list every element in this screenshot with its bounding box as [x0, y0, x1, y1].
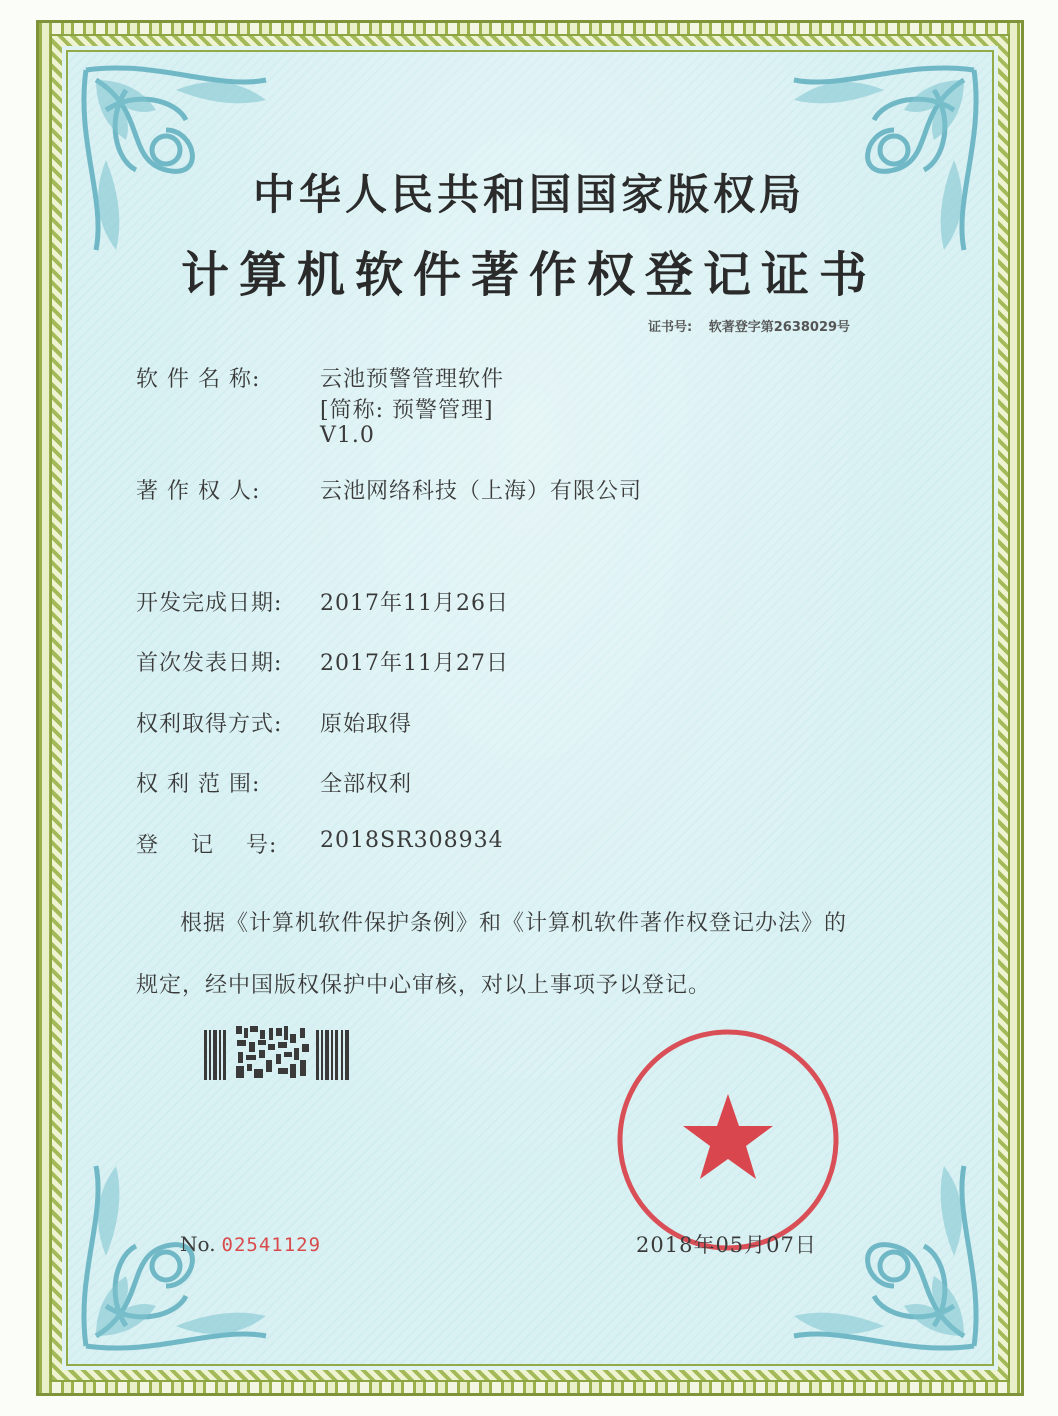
field-label: 权 利 范 围:	[136, 772, 261, 797]
field-copyright-owner	[136, 474, 642, 505]
certificate-number-value: 软著登字第2638029号	[708, 320, 851, 335]
statement-line-2: 规定，经中国版权保护中心审核，对以上事项予以登记。	[136, 973, 712, 998]
field-value: 2017年11月27日	[320, 651, 509, 676]
serial-number	[180, 1232, 321, 1256]
field-short-name	[136, 393, 494, 424]
field-registration-number	[136, 828, 504, 859]
issue-date: 2018年05月07日	[636, 1233, 817, 1257]
field-label	[136, 423, 320, 448]
certificate-number-label: 证书号:	[648, 320, 693, 335]
issuing-authority: 中华人民共和国国家版权局	[252, 170, 805, 219]
certificate-number	[648, 316, 850, 335]
field-value: 云池网络科技（上海）有限公司	[320, 479, 643, 504]
field-completion-date	[136, 586, 509, 617]
statement-line-1: 根据《计算机软件保护条例》和《计算机软件著作权登记办法》的	[180, 911, 848, 936]
document-title: 计算机软件著作权登记证书	[180, 247, 877, 303]
serial-label: No.	[180, 1232, 216, 1256]
field-label: 首次发表日期:	[136, 651, 283, 676]
serial-value: 02541129	[221, 1234, 322, 1256]
field-value: 原始取得	[320, 712, 413, 737]
field-rights-scope	[136, 767, 412, 798]
field-publish-date	[136, 646, 509, 677]
field-value: V1.0	[320, 423, 375, 448]
field-value: [简称: 预警管理]	[320, 398, 494, 423]
field-label: 著 作 权 人:	[136, 479, 261, 504]
field-version	[136, 423, 375, 448]
field-value: 2018SR308934	[320, 828, 504, 853]
field-label	[136, 393, 320, 424]
field-software-name	[136, 362, 504, 393]
field-value: 2017年11月26日	[320, 591, 509, 616]
field-label: 开发完成日期:	[136, 591, 283, 616]
field-value: 云池预警管理软件	[320, 367, 505, 392]
field-acquisition-method	[136, 707, 412, 738]
field-label: 权利取得方式:	[136, 712, 283, 737]
barcode-icon	[204, 1024, 354, 1084]
field-label: 软 件 名 称:	[136, 367, 261, 392]
field-label: 登 记 号:	[136, 833, 278, 858]
field-value: 全部权利	[320, 772, 413, 797]
official-seal-icon	[612, 1024, 844, 1256]
